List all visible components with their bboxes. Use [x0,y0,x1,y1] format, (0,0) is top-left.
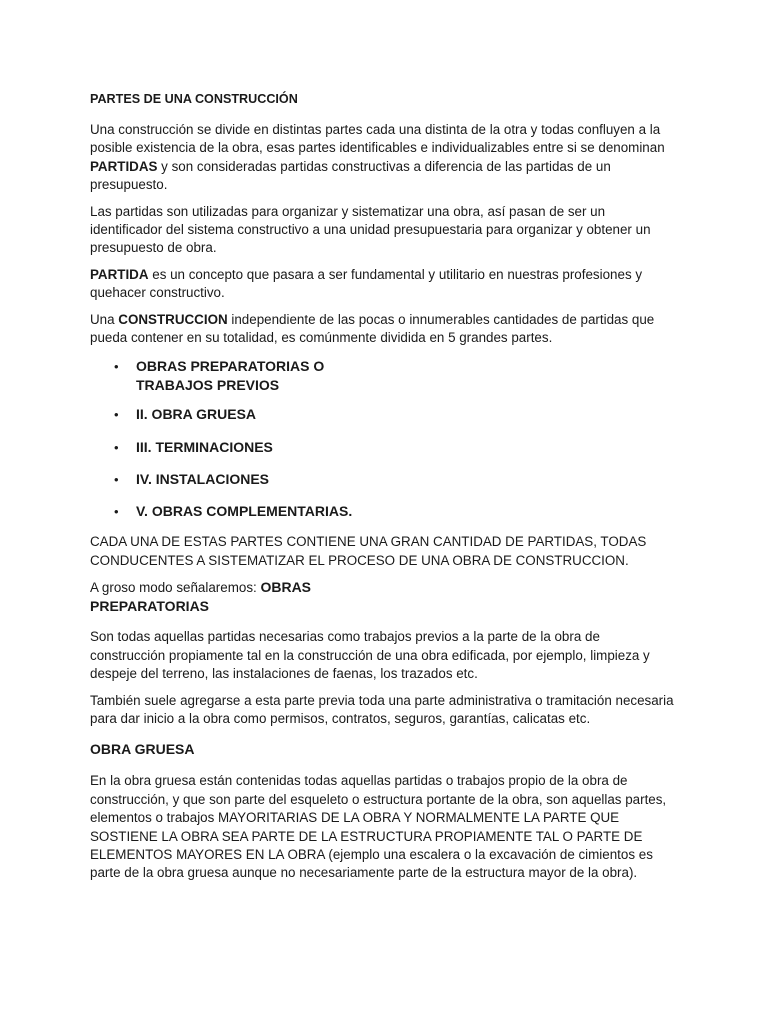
bullet-icon: • [114,359,119,375]
heading-preparatorias-word: PREPARATORIAS [90,598,210,615]
paragraph-intro-text-a: Una construcción se divide en distintas partes cada una distinta de la otra y todas confluyen a la posible existencia de la obra, esas partes identificables e individualizables entre si se denominan [90,122,665,156]
paragraph-partida-concept [90,266,675,303]
document-title: PARTES DE UNA CONSTRUCCIÓN [90,92,298,106]
paragraph-administrativa: También suele agregarse a esta parte previa toda una parte administrativa o tramitación necesaria para dar inicio a la obra como permisos, contratos, seguros, garantías, calicatas etc. [90,692,674,726]
list-item [90,502,386,521]
list-item [90,470,386,489]
paragraph-construccion-text-a: Una [90,311,119,327]
list-item-label: III. TERMINACIONES [136,439,273,456]
paragraph-partida-text: es un concepto que pasara a ser fundamental y utilitario en nuestras profesiones y quehacer constructivo. [90,266,643,301]
list-item [90,438,386,457]
bullet-icon: • [114,407,119,423]
list-item-label: IV. INSTALACIONES [136,471,270,488]
paragraph-summary-caps: CADA UNA DE ESTAS PARTES CONTIENE UNA GRAN CANTIDAD DE PARTIDAS, TODAS CONDUCENTES A SISTEMATIZAR EL PROCESO DE UNA OBRA DE CONSTRUCCION. [90,534,647,568]
heading-obras-word: OBRAS [260,579,312,596]
list-item-label: OBRAS PREPARATORIAS O TRABAJOS PREVIOS [136,358,325,394]
document-page [90,90,675,891]
paragraph-intro [90,121,675,195]
paragraph-intro-text-c: y son consideradas partidas constructivas a diferencia de las partidas de un presupuesto. [90,158,611,193]
bullet-icon: • [114,504,119,520]
heading-obras-preparatorias [90,578,675,616]
list-item [90,357,386,395]
paragraph-partidas-use: Las partidas son utilizadas para organizar y sistematizar una obra, así pasan de ser un identificador del sistema constructivo a una unidad presupuestaria para organizar y obtener un presupuesto de obra. [90,203,651,256]
paragraph-preparatorias-desc: Son todas aquellas partidas necesarias como trabajos previos a la parte de la obra de construcción propiamente tal en la construcción de una obra edificada, por ejemplo, limpieza y despeje del terreno, las instalaciones de faenas, los trazados etc. [90,629,650,682]
list-item-label: V. OBRAS COMPLEMENTARIAS. [136,503,353,520]
paragraph-obra-gruesa: En la obra gruesa están contenidas todas aquellas partidas o trabajos propio de la obra de construcción, y que son parte del esqueleto o estructura portante de la obra, son aquellas partes, elementos o trabajos MAYORITARIAS DE LA OBRA Y NORMALMENTE LA PARTE QUE SOSTIENE LA OBRA SEA PARTE DE LA ESTRUCTURA PROPIAMENTE TAL O PARTE DE ELEMENTOS MAYORES EN LA OBRA (ejemplo una escalera o la excavación de cimientos es parte de la obra gruesa aunque no necesariamente parte de la estructura mayor de la obra). [90,773,667,881]
bullet-icon: • [114,472,119,488]
term-construccion: CONSTRUCCION [118,311,228,327]
paragraph-construccion [90,311,675,348]
heading-obra-gruesa: OBRA GRUESA [90,741,195,758]
term-partida: PARTIDA [90,266,149,282]
list-item-label: II. OBRA GRUESA [136,406,257,423]
heading-lead-text: A groso modo señalaremos: [90,580,261,596]
sections-list [90,357,675,521]
list-item [90,405,386,424]
term-partidas: PARTIDAS [90,158,158,174]
bullet-icon: • [114,440,119,456]
paragraph-construccion-text-c: independiente de las pocas o innumerables cantidades de partidas que pueda contener en su totalidad, es comúnmente dividida en 5 grandes partes. [90,311,655,346]
